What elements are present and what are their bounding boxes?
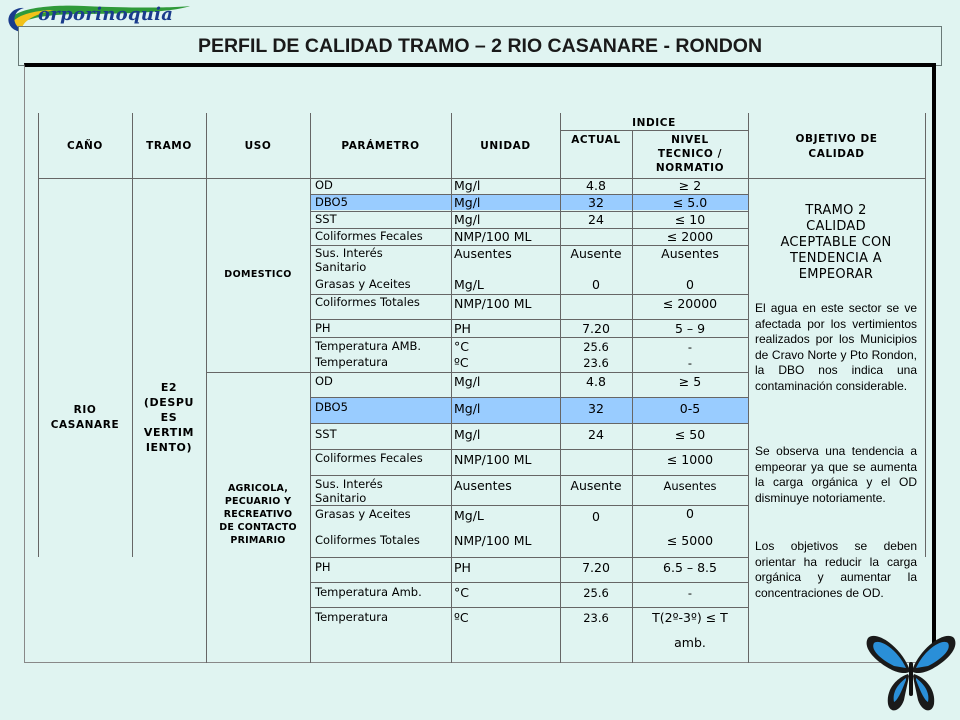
agr-parametro-od: OD: [315, 374, 333, 388]
dom-nivel-colif-totales: ≤ 20000: [662, 296, 718, 311]
header-objetivo-l2: CALIDAD: [808, 148, 865, 160]
objetivo-title-l5: EMPEORAR: [798, 267, 874, 282]
agr-nivel-od: ≥ 5: [678, 374, 702, 389]
dom-unidad-colif-fecales: NMP/100 ML: [454, 229, 532, 244]
objetivo-paragraph-3: Los objetivos se deben orientar ha reducir la carga orgánica y aumentar la concentraciones de OD.: [755, 539, 917, 600]
dom-unidad-dbo5: Mg/l: [454, 195, 481, 210]
tramo-label-l4: VERTIM: [143, 426, 195, 439]
dom-parametro-sus-interes: Sus. Interés: [315, 246, 383, 260]
dom-actual-dbo5: 32: [588, 195, 604, 210]
agr-parametro-temp-amb: Temperatura Amb.: [315, 585, 422, 599]
title-bar: [18, 26, 942, 66]
dom-nivel-temp-amb: -: [687, 340, 693, 354]
dom-parametro-dbo5: DBO5: [315, 195, 348, 209]
agr-unidad-colif-totales: NMP/100 ML: [454, 533, 532, 548]
dom-actual-od: 4.8: [586, 178, 606, 193]
objetivo-title-l1: TRAMO 2: [805, 203, 867, 218]
dom-actual-temp-amb: 25.6: [583, 340, 609, 354]
uso-domestico: DOMESTICO: [224, 269, 292, 280]
tramo-label-l2: (DESPU: [143, 396, 195, 409]
dom-nivel-temp: -: [687, 356, 693, 370]
objetivo-title-l2: CALIDAD: [806, 219, 866, 234]
agr-nivel-dbo5: 0-5: [679, 401, 701, 416]
objetivo-paragraph-2: Se observa una tendencia a empeorar ya que se aumenta la carga orgánica y el OD disminuye notoriamente.: [755, 444, 917, 505]
agr-parametro-dbo5: DBO5: [315, 400, 348, 414]
header-tramo: TRAMO: [146, 140, 192, 152]
objetivo-title: [752, 203, 920, 283]
agr-parametro-sst: SST: [315, 427, 337, 441]
agr-unidad-grasas: Mg/L: [454, 508, 484, 523]
agr-actual-dbo5: 32: [588, 401, 604, 416]
agr-unidad-od: Mg/l: [454, 374, 481, 389]
dom-nivel-colif-fecales: ≤ 2000: [666, 229, 714, 244]
dom-parametro-ph: PH: [315, 321, 331, 335]
uso-agricola-l3: RECREATIVO: [223, 509, 293, 520]
dom-parametro-grasas: Grasas y Aceites: [315, 277, 411, 291]
agr-actual-od: 4.8: [586, 374, 606, 389]
uso-agricola-l1: AGRICOLA,: [227, 483, 289, 494]
dom-unidad-ph: PH: [454, 321, 471, 336]
agr-parametro-ph: PH: [315, 560, 331, 574]
objetivo-paragraph-1: El agua en este sector se ve afectada por los vertimientos realizados por los Municipios de Cravo Norte y Pto Rondon, la DBO nos indica una contaminación considerable.: [755, 301, 917, 393]
dom-parametro-sus-interes-l2: Sanitario: [315, 260, 367, 274]
uso-agricola-l5: PRIMARIO: [230, 535, 286, 546]
agr-unidad-dbo5: Mg/l: [454, 401, 481, 416]
dom-unidad-colif-totales: NMP/100 ML: [454, 296, 532, 311]
agr-actual-sst: 24: [588, 427, 604, 442]
cano-label-l2: CASANARE: [50, 419, 120, 431]
dom-parametro-od: OD: [315, 178, 333, 192]
logo-text: orporinoquia: [38, 4, 174, 25]
agr-nivel-sus-interes: Ausentes: [663, 479, 717, 493]
dom-nivel-od: ≥ 2: [678, 178, 702, 193]
agr-parametro-grasas: Grasas y Aceites: [315, 507, 411, 521]
header-uso: USO: [244, 140, 272, 152]
header-objetivo-l1: OBJETIVO DE: [795, 133, 878, 145]
header-nivel-l3: NORMATIO: [655, 162, 725, 174]
cano-label-l1: RIO: [73, 404, 97, 416]
dom-nivel-sst: ≤ 10: [674, 212, 706, 227]
agr-parametro-sus-interes: Sus. Interés: [315, 477, 383, 491]
dom-unidad-sus-interes: Ausentes: [454, 246, 512, 261]
dom-actual-temp: 23.6: [583, 356, 609, 370]
dom-parametro-temp: Temperatura: [315, 355, 389, 369]
uso-agricola-l2: PECUARIO Y: [224, 496, 292, 507]
agr-unidad-temp-amb: °C: [454, 585, 469, 600]
objetivo-title-l3: ACEPTABLE CON: [780, 235, 892, 250]
header-cano: CAÑO: [67, 140, 103, 152]
agr-nivel-colif-fecales: ≤ 1000: [666, 452, 714, 467]
agr-unidad-colif-fecales: NMP/100 ML: [454, 452, 532, 467]
objetivo-title-l4: TENDENCIA A: [790, 251, 882, 266]
dom-parametro-colif-totales: Coliformes Totales: [315, 295, 420, 309]
agr-nivel-temp-l2: amb.: [674, 635, 706, 650]
uso-agricola-l4: DE CONTACTO: [219, 522, 297, 533]
agr-unidad-temp: ºC: [454, 610, 469, 625]
dom-nivel-sus-interes: Ausentes: [661, 246, 719, 261]
agr-actual-ph: 7.20: [582, 560, 610, 575]
page-title: PERFIL DE CALIDAD TRAMO – 2 RIO CASANARE - RONDON: [197, 35, 763, 57]
dom-actual-sus-interes: Ausente: [570, 246, 622, 261]
dom-actual-ph: 7.20: [582, 321, 610, 336]
butterfly-icon: [862, 628, 960, 720]
dom-unidad-grasas: Mg/L: [454, 277, 484, 292]
agr-actual-grasas: 0: [592, 509, 600, 524]
agr-nivel-colif-totales: ≤ 5000: [666, 533, 714, 548]
agr-nivel-temp: T(2º-3º) ≤ T: [652, 610, 728, 625]
agr-parametro-colif-fecales: Coliformes Fecales: [315, 451, 423, 465]
dom-parametro-temp-amb: Temperatura AMB.: [315, 339, 422, 353]
tramo-label-l1: E2: [160, 381, 178, 394]
dom-nivel-ph: 5 – 9: [674, 321, 706, 336]
dom-actual-sst: 24: [588, 212, 604, 227]
header-parametro: PARÁMETRO: [341, 140, 420, 152]
agr-parametro-sus-interes-l2: Sanitario: [315, 491, 367, 505]
dom-unidad-temp: ºC: [454, 355, 469, 370]
dom-actual-grasas: 0: [592, 277, 600, 292]
tramo-label-l3: ES: [160, 411, 178, 424]
agr-unidad-sus-interes: Ausentes: [454, 478, 512, 493]
header-nivel-l2: TECNICO /: [657, 148, 723, 160]
header-indice: INDICE: [632, 117, 676, 129]
agr-nivel-ph: 6.5 – 8.5: [663, 560, 717, 575]
header-actual: ACTUAL: [571, 134, 621, 146]
dom-parametro-sst: SST: [315, 212, 337, 226]
header-unidad: UNIDAD: [480, 140, 531, 152]
dom-unidad-temp-amb: °C: [454, 339, 469, 354]
agr-unidad-ph: PH: [454, 560, 471, 575]
agr-nivel-sst: ≤ 50: [674, 427, 706, 442]
agr-actual-temp-amb: 25.6: [583, 586, 609, 600]
dom-unidad-sst: Mg/l: [454, 212, 481, 227]
agr-unidad-sst: Mg/l: [454, 427, 481, 442]
agr-actual-sus-interes: Ausente: [570, 478, 622, 493]
agr-parametro-temp: Temperatura: [315, 610, 389, 624]
header-nivel-l1: NIVEL: [671, 134, 709, 146]
agr-parametro-colif-totales: Coliformes Totales: [315, 533, 420, 547]
agr-nivel-temp-amb: -: [687, 586, 693, 600]
dom-nivel-dbo5: ≤ 5.0: [672, 195, 708, 210]
dom-nivel-grasas: 0: [686, 277, 694, 292]
agr-actual-temp: 23.6: [583, 611, 609, 625]
agr-nivel-grasas: 0: [686, 506, 694, 521]
dom-parametro-colif-fecales: Coliformes Fecales: [315, 229, 423, 243]
dom-unidad-od: Mg/l: [454, 178, 481, 193]
tramo-label-l5: IENTO): [145, 441, 193, 454]
